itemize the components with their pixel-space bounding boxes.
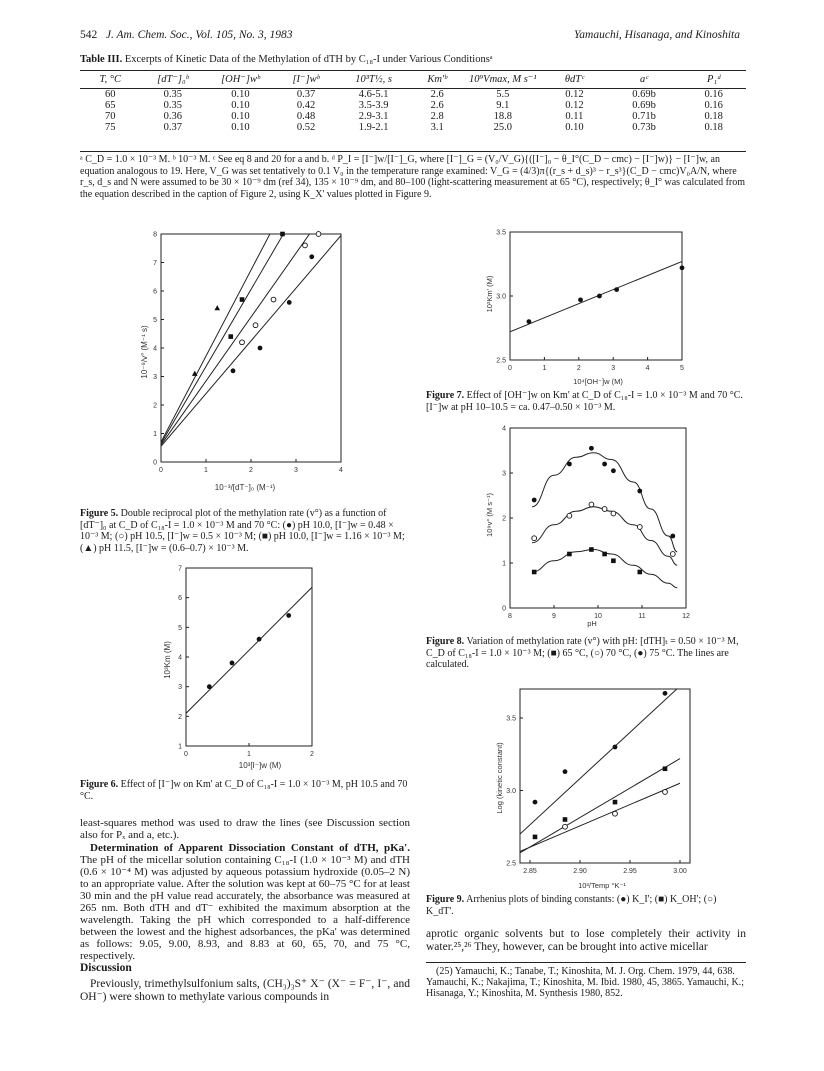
fig8-point — [602, 552, 607, 557]
fig9-xtick-label: 3.00 — [673, 868, 687, 875]
fig9-point — [613, 745, 618, 750]
fig6-point — [230, 661, 235, 666]
fig8-label: Figure 8. — [426, 636, 465, 647]
fig5-point — [287, 300, 292, 305]
fig5-point — [231, 368, 236, 373]
fig7-caption-text: Effect of [OH⁻]w on Km' at C_D of C₁₈-I = 1.0 × 10⁻³ M and 70 °C. [I⁻]w at pH 10–10.5 = ca. 0.47–0.50 × 10⁻³ M. — [426, 390, 743, 413]
fig9-fit-line — [520, 686, 680, 834]
figure-9-caption — [426, 894, 746, 917]
table-row — [80, 122, 746, 133]
fig5-ytick-label: 0 — [153, 459, 157, 467]
fig6-frame — [186, 568, 312, 746]
fig9-xlabel: 10³/Temp °K⁻¹ — [578, 881, 626, 890]
table-cell: 0.35 — [163, 100, 182, 111]
figure-5-chart — [135, 228, 380, 498]
table-bottom-rule — [80, 151, 746, 152]
fig8-point — [638, 570, 643, 575]
fig9-point — [663, 691, 668, 696]
fig6-point — [257, 637, 262, 642]
fig5-frame — [161, 234, 341, 462]
table-cell: 0.10 — [565, 122, 584, 133]
fig9-xtick-label: 2.85 — [523, 868, 537, 875]
fig9-point — [613, 800, 618, 805]
fig5-ytick-label: 4 — [153, 345, 157, 353]
fig6-caption-text: Effect of [I⁻]w on Km' at C_D of C₁₈-I = 1.0 × 10⁻³ M, pH 10.5 and 70 °C. — [80, 779, 408, 802]
table-cell: 2.9-3.1 — [358, 111, 389, 122]
fig5-xtick-label: 3 — [294, 467, 298, 474]
table-caption-text: Excerpts of Kinetic Data of the Methylation of dTH by C₁₈-I under Various Conditionsᵃ — [124, 54, 493, 65]
table-top-rule — [80, 70, 746, 71]
table-cell: 0.69b — [632, 100, 656, 111]
fig7-frame — [510, 232, 682, 360]
references-rule — [426, 962, 746, 963]
fig6-xlabel: 10³[I⁻]w (M) — [238, 761, 282, 770]
fig8-point — [589, 547, 594, 552]
fig7-point — [614, 287, 619, 292]
pka-section-title: Determination of Apparent Dissociation Constant of dTH, pKa'. — [90, 842, 410, 854]
table-cell: 75 — [105, 122, 116, 133]
fig6-point — [207, 684, 212, 689]
fig7-xtick-label: 0 — [508, 365, 512, 372]
fig7-ytick-label: 2.5 — [496, 357, 506, 365]
fig8-xlabel: pH — [587, 619, 597, 628]
table-cell: 25.0 — [493, 122, 512, 133]
fig5-ytick-label: 3 — [153, 374, 157, 381]
fig8-point — [670, 552, 675, 557]
table-cell: 3.5-3.9 — [358, 100, 389, 111]
fig8-point — [532, 498, 537, 503]
fig9-xtick-label: 2.90 — [573, 868, 587, 875]
col-header: [dT⁻]₀ᵇ — [157, 74, 189, 85]
table-cell: 4.6-5.1 — [358, 89, 389, 100]
fig8-point — [589, 446, 594, 451]
fig8-ytick-label: 3 — [502, 470, 506, 478]
table-cell: 60 — [105, 89, 116, 100]
figure-5-caption — [80, 508, 410, 554]
page-number: 542 — [80, 29, 98, 41]
fig8-point — [611, 511, 616, 516]
fig5-ytick-label: 5 — [153, 317, 157, 324]
table-cell: 0.16 — [704, 100, 723, 111]
table-cell: 0.10 — [231, 89, 250, 100]
fig7-fit-line — [510, 261, 682, 331]
table-cell: 9.1 — [496, 100, 510, 111]
fig9-ytick-label: 3.5 — [506, 715, 516, 723]
table-cell: 5.5 — [496, 89, 510, 100]
fig5-point — [214, 305, 220, 310]
table-cell: 0.12 — [565, 100, 584, 111]
fig9-point — [563, 769, 568, 774]
fig8-ylabel: 10⁹v° (M s⁻¹) — [485, 493, 494, 537]
table-cell: 0.71b — [632, 111, 656, 122]
fig7-xtick-label: 1 — [542, 365, 547, 372]
fig5-fit-line — [161, 234, 310, 445]
fig7-ylabel: 10³Km' (M) — [485, 275, 494, 313]
fig7-point — [597, 294, 602, 299]
table-cell: 0.11 — [565, 111, 584, 122]
col-header: Km'ᵇ — [427, 73, 447, 85]
fig6-xtick-label: 0 — [184, 751, 188, 758]
fig8-point — [602, 462, 607, 467]
col-header: [I⁻]wᵇ — [292, 74, 320, 85]
fig6-ylabel: 10³Km (M) — [163, 641, 172, 679]
fig8-point — [670, 534, 675, 539]
fig8-point — [637, 489, 642, 494]
fig6-ytick-label: 3 — [178, 684, 182, 692]
table-cell: 0.18 — [704, 122, 723, 133]
figure-9-chart — [490, 683, 705, 893]
fig8-point — [532, 570, 537, 575]
fig7-point — [527, 319, 532, 324]
fig5-point — [240, 340, 245, 345]
table-cell: 0.42 — [296, 100, 316, 111]
kinetic-data-table — [80, 73, 746, 133]
fig7-xtick-label: 5 — [680, 365, 684, 372]
table-cell: 2.6 — [430, 100, 444, 111]
table-footnote: ᵃ C_D = 1.0 × 10⁻³ M. ᵇ 10⁻³ M. ᶜ See eq 8 and 20 for a and b. ᵈ P_I = [I⁻]w/[I⁻]_G, where [I⁻]_G = (V₀/V_G){([I⁻]₀ − θ_I°(C_D − cmc) − [I⁻]w)} − [I⁻]w, an equation analogous to 19. Here, V_G was set tentatively to 0.1 V₀ in the temperature range examined: V_G = (4/3)π{(r_s + d_s)³ − r_s³}(C_D − cmc)V₀A/N, where r_s, d_s and N were assumed to be 30 × 10⁻⁹ dm (ref 34), 135 × 10⁻⁹ dm, and 80–100 (light-scattering measurement at 65 °C), respectively; θ_I° was calculated from the equation described in the caption of Figure 2, using K_X' values plotted in Figure 9. — [80, 154, 746, 200]
fig8-point — [611, 468, 616, 473]
fig9-frame — [520, 689, 690, 863]
fig8-calc-curve — [532, 507, 677, 566]
fig9-fit-line — [520, 783, 680, 851]
table-cell: 1.9-2.1 — [358, 122, 389, 133]
table-cell: 2.6 — [430, 89, 444, 100]
figure-6-chart — [160, 560, 325, 772]
fig5-point — [258, 346, 263, 351]
body-left-para3: Previously, trimethylsulfonium salts, (CH₃)₃S⁺ X⁻ (X⁻ = F⁻, I⁻, and OH⁻) were shown to methylate various compounds in — [80, 978, 410, 1003]
fig9-point — [613, 811, 618, 816]
fig5-ytick-label: 2 — [153, 402, 157, 410]
fig8-xtick-label: 10 — [594, 613, 602, 620]
fig5-ytick-label: 8 — [153, 231, 157, 239]
fig7-point — [578, 297, 583, 302]
fig5-ylabel: 10⁻⁸/v° (M⁻¹ s) — [140, 325, 149, 379]
figure-6-caption — [80, 779, 410, 802]
fig5-point — [253, 323, 258, 328]
fig9-point — [533, 835, 538, 840]
table-cell: 0.48 — [296, 111, 316, 122]
table-cell: 3.1 — [430, 122, 444, 133]
fig7-ytick-label: 3.5 — [496, 229, 506, 237]
fig5-label: Figure 5. — [80, 508, 119, 519]
fig6-ytick-label: 4 — [178, 654, 182, 662]
col-header: P₁ᵈ — [707, 73, 721, 85]
table-cell: 0.37 — [296, 89, 316, 100]
fig5-xtick-label: 4 — [339, 467, 343, 474]
pka-section-text: The pH of the micellar solution containing C₁₈-I (1.0 × 10⁻³ M) and dTH (0.6 × 10⁻⁴ M) was adjusted by aqueous potassium hydroxide (0.05–2 N) to an appropriate value. After the solution was kept at 60–75 °C for at least 30 min and the pH value read accurately, the absorbance was measured at 265 nm. Both dTH and dT⁻ exhibited the maximum absorption at the wavelength. Taking the pH which corresponded to a half-difference between the lowest and the highest adsorbances, the pKa' was determined as follows: 9.05, 9.00, 8.93, and 8.83 at 60, 65, 70, and 75 °C, respectively. — [80, 854, 410, 962]
table-cell: 0.37 — [163, 122, 182, 133]
fig5-ytick-label: 6 — [153, 288, 157, 296]
fig9-ytick-label: 2.5 — [506, 860, 516, 868]
table-cell: 0.10 — [231, 111, 250, 122]
table-caption — [80, 54, 760, 65]
fig5-point — [316, 232, 321, 237]
fig8-point — [532, 536, 537, 541]
fig8-xtick-label: 12 — [682, 613, 690, 620]
table-cell: 0.16 — [704, 89, 723, 100]
fig5-fit-line — [161, 234, 283, 443]
col-header: 10³T½, s — [355, 73, 392, 85]
fig8-ytick-label: 2 — [502, 515, 506, 523]
page-header — [80, 29, 293, 41]
fig8-xtick-label: 9 — [552, 613, 556, 620]
fig5-point — [280, 232, 285, 237]
table-cell: 2.8 — [430, 111, 444, 122]
table-cell: 65 — [105, 100, 116, 111]
fig9-ylabel: Log (kinetic constant) — [495, 742, 504, 814]
fig9-point — [533, 800, 538, 805]
discussion-heading: Discussion — [80, 962, 132, 974]
table-cell: 0.73b — [632, 122, 656, 133]
fig9-label: Figure 9. — [426, 894, 465, 905]
figure-7-caption — [426, 390, 746, 413]
body-left-para2 — [80, 842, 410, 962]
table-cell: 0.35 — [163, 89, 182, 100]
fig8-point — [567, 552, 572, 557]
fig6-ytick-label: 1 — [178, 743, 182, 751]
table-cell: 0.10 — [231, 100, 250, 111]
fig8-caption-text: Variation of methylation rate (v°) with pH: [dTH]ₜ = 0.50 × 10⁻³ M, C_D of C₁₈-I = 1.0 × 10⁻³ M; (■) 65 °C, (○) 70 °C, (●) 75 °C. The lines are calculated. — [426, 636, 739, 670]
fig9-point — [663, 766, 668, 771]
col-header: 10⁹Vmax, M s⁻¹ — [469, 74, 537, 85]
fig9-fit-line — [520, 759, 680, 853]
fig8-point — [589, 502, 594, 507]
table-row — [80, 111, 746, 122]
fig7-xlabel: 10⁴[OH⁻]w (M) — [573, 377, 623, 386]
table-cell: 0.12 — [565, 89, 584, 100]
fig8-frame — [510, 428, 686, 608]
fig7-ytick-label: 3.0 — [496, 293, 506, 301]
fig8-point — [637, 525, 642, 530]
body-left-para1: least-squares method was used to draw the lines (see Discussion section also for Pₓ and a, etc.). — [80, 817, 410, 841]
col-header: T, °C — [99, 73, 122, 85]
fig9-ytick-label: 3.0 — [506, 788, 516, 795]
fig7-label: Figure 7. — [426, 390, 465, 401]
fig5-ytick-label: 1 — [153, 431, 157, 438]
fig6-point — [286, 613, 291, 618]
fig8-point — [602, 507, 607, 512]
fig7-xtick-label: 4 — [645, 365, 650, 372]
col-header: [OH⁻]wᵇ — [221, 74, 260, 85]
figure-8-caption — [426, 636, 746, 671]
table-cell: 0.52 — [296, 122, 316, 133]
fig8-ytick-label: 0 — [502, 605, 506, 613]
fig5-point — [228, 334, 233, 339]
table-header-row — [80, 73, 746, 85]
fig8-ytick-label: 1 — [502, 560, 506, 568]
fig6-ytick-label: 6 — [178, 595, 182, 603]
fig6-fit-line — [186, 587, 312, 713]
fig8-ytick-label: 4 — [502, 425, 506, 433]
table-cell: 0.18 — [704, 111, 723, 122]
fig7-xtick-label: 2 — [576, 365, 581, 372]
running-authors: Yamauchi, Hisanaga, and Kinoshita — [573, 29, 740, 41]
reference-25: (25) Yamauchi, K.; Tanabe, T.; Kinoshita, M. J. Org. Chem. 1979, 44, 638. Yamauchi, K.; Nakajima, T.; Kinoshita, M. Ibid. 1980, 45, 3865. Yamauchi, K.; Hisanaga, Y.; Kinoshita, M. Synthesis 1980, 852. — [426, 966, 745, 999]
table-row — [80, 100, 746, 111]
fig6-ytick-label: 2 — [178, 713, 182, 721]
fig5-fit-line — [161, 235, 341, 446]
fig6-label: Figure 6. — [80, 779, 119, 790]
fig8-point — [567, 513, 572, 518]
fig9-point — [563, 817, 568, 822]
fig5-point — [271, 297, 276, 302]
fig5-point — [309, 254, 314, 259]
fig5-xtick-label: 2 — [249, 467, 253, 474]
fig6-ytick-label: 7 — [178, 565, 182, 573]
fig5-caption-text: Double reciprocal plot of the methylation rate (v°) as a function of [dT⁻]₀ at C_D of C₁₈-I = 1.0 × 10⁻³ M and 70 °C: (●) pH 10.0, [I⁻]w = 0.48 × 10⁻³ M; (○) pH 10.5, [I⁻]w = 0.5 × 10⁻³ M; (■) pH 10.0, [I⁻]w = 1.16 × 10⁻³ M; (▲) pH 11.5, [I⁻]w = (0.6–0.7) × 10⁻³ M. — [80, 508, 405, 554]
fig8-point — [611, 558, 616, 563]
fig7-point — [680, 265, 685, 270]
table-cell: 18.8 — [493, 111, 512, 122]
fig8-xtick-label: 11 — [638, 613, 646, 620]
fig9-caption-text: Arrhenius plots of binding constants: (●) K_I'; (■) K_OH'; (○) K_dT'. — [426, 894, 717, 917]
fig5-ytick-label: 7 — [153, 260, 157, 267]
fig5-point — [303, 243, 308, 248]
table-label: Table III. — [80, 54, 123, 65]
fig7-xtick-label: 3 — [611, 365, 616, 372]
fig5-xtick-label: 1 — [204, 467, 208, 474]
fig5-xlabel: 10⁻³/[dT⁻]₀ (M⁻¹) — [214, 483, 276, 492]
fig5-xtick-label: 0 — [159, 467, 163, 474]
table-cell: 0.69b — [632, 89, 656, 100]
fig9-xtick-label: 2.95 — [623, 868, 637, 875]
fig8-xtick-label: 8 — [508, 613, 512, 620]
table-cell: 0.10 — [231, 122, 250, 133]
figure-7-chart — [480, 226, 700, 388]
fig6-ytick-label: 5 — [178, 624, 182, 632]
fig9-point — [663, 790, 668, 795]
col-header: aᶜ — [640, 73, 649, 85]
fig8-point — [567, 462, 572, 467]
fig9-point — [563, 824, 568, 829]
table-row — [80, 89, 746, 101]
fig8-calc-curve — [532, 453, 677, 552]
fig6-xtick-label: 2 — [310, 751, 314, 758]
fig6-xtick-label: 1 — [247, 751, 251, 758]
journal-citation: J. Am. Chem. Soc., Vol. 105, No. 3, 1983 — [105, 29, 293, 41]
body-right-para: aprotic organic solvents but to lose completely their activity in water.²⁵,²⁶ They, however, can be brought into active micellar — [426, 928, 746, 953]
col-header: θdTᶜ — [564, 73, 584, 85]
table-cell: 0.36 — [163, 111, 182, 122]
figure-8-chart — [480, 420, 700, 630]
fig5-point — [240, 297, 245, 302]
table-cell: 70 — [105, 111, 116, 122]
